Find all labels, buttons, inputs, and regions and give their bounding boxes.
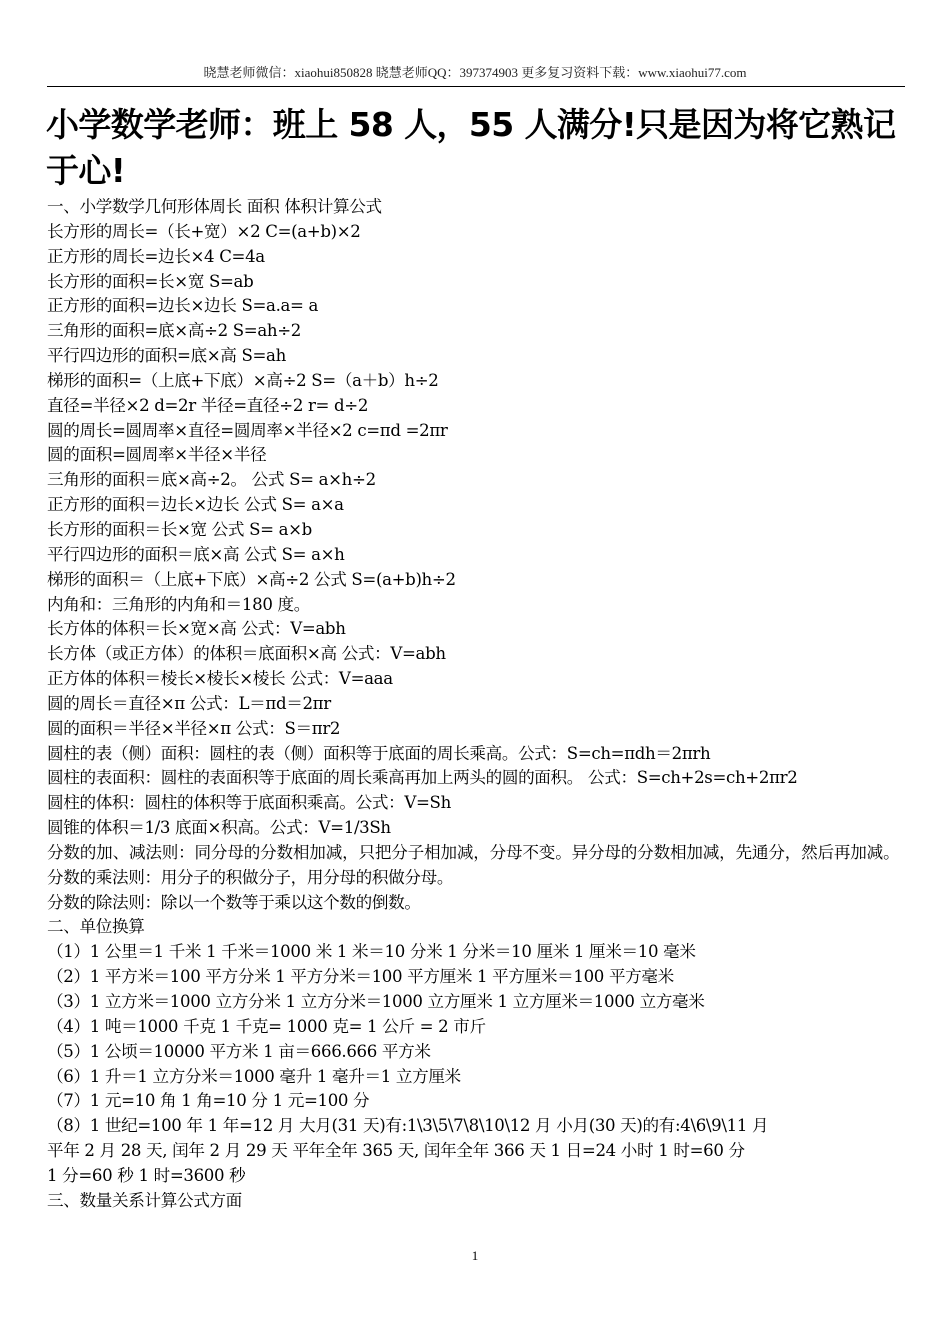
text-line: 圆柱的表（侧）面积：圆柱的表（侧）面积等于底面的周长乘高。公式：S=ch=πdh＝2πrh [47, 743, 711, 763]
text-line: （3）1 立方米＝1000 立方分米 1 立方分米＝1000 立方厘米 1 立方厘米＝1000 立方毫米 [47, 992, 705, 1011]
text-line: 正方形的面积＝边长×边长 公式 S= a×a [47, 495, 344, 515]
text-line: 圆柱的体积：圆柱的体积等于底面积乘高。公式：V=Sh [47, 793, 451, 813]
text-line: 长方形的面积＝长×宽 公式 S= a×b [47, 519, 312, 539]
text-line: （1）1 公里＝1 千米 1 千米＝1000 米 1 米＝10 分米 1 分米＝10 厘米 1 厘米＝10 毫米 [47, 942, 696, 962]
text-line: 1 分=60 秒 1 时=3600 秒 [47, 1165, 246, 1185]
text-line: 三、数量关系计算公式方面 [47, 1190, 242, 1210]
text-line: 圆的面积=圆周率×半径×半径 [47, 445, 267, 465]
text-line: 一、小学数学几何形体周长 面积 体积计算公式 [47, 197, 382, 216]
text-line: 三角形的面积=底×高÷2 S=ah÷2 [47, 321, 301, 341]
text-line: （8）1 世纪=100 年 1 年=12 月 大月(31 天)有:1\3\5\7\8\10\12 月 小月(30 天)的有:4\6\9\11 月 [47, 1116, 769, 1136]
text-line: 圆柱的表面积：圆柱的表面积等于底面的周长乘高再加上两头的圆的面积。 公式：S=ch+2s=ch+2πr2 [47, 768, 798, 788]
text-line: 平年 2 月 28 天, 闰年 2 月 29 天 平年全年 365 天, 闰年全年 366 天 1 日=24 小时 1 时=60 分 [47, 1141, 745, 1161]
text-line: 三角形的面积＝底×高÷2。 公式 S= a×h÷2 [47, 470, 376, 490]
unit-conversion-list [47, 866, 909, 1214]
text-line: 圆的周长＝直径×π 公式：L＝πd＝2πr [47, 693, 331, 713]
page-header: 晓慧老师微信：xiaohui850828 晓慧老师QQ：397374903 更多复习资料下载：www.xiaohui77.com [203, 65, 747, 80]
text-line: （7）1 元=10 角 1 角=10 分 1 元=100 分 [47, 1091, 370, 1111]
text-line: 长方形的面积=长×宽 S=ab [47, 271, 254, 291]
text-line: 内角和：三角形的内角和＝180 度。 [47, 594, 310, 614]
text-line: （2）1 平方米＝100 平方分米 1 平方分米＝100 平方厘米 1 平方厘米＝100 平方毫米 [47, 967, 674, 987]
text-line: 梯形的面积=（上底+下底）×高÷2 S=（a＋b）h÷2 [47, 370, 439, 390]
formula-list [47, 195, 909, 841]
text-line: 长方形的周长=（长+宽）×2 C=(a+b)×2 [47, 221, 361, 241]
text-line: 平行四边形的面积＝底×高 公式 S= a×h [47, 544, 345, 564]
text-line: 平行四边形的面积=底×高 S=ah [47, 346, 286, 366]
text-line: （5）1 公顷＝10000 平方米 1 亩＝666.666 平方米 [47, 1041, 431, 1061]
text-line: 正方体的体积＝棱长×棱长×棱长 公式：V=aaa [47, 669, 393, 689]
text-line: 二、单位换算 [47, 917, 145, 937]
text-line: 长方体的体积＝长×宽×高 公式：V=abh [47, 619, 346, 639]
document-title: 小学数学老师：班上 58 人，55 人满分!只是因为将它熟记于心! [46, 105, 896, 190]
text-line: 圆的面积＝半径×半径×π 公式：S＝πr2 [47, 718, 341, 738]
text-line: （4）1 吨＝1000 千克 1 千克= 1000 克= 1 公斤 = 2 市斤 [47, 1016, 486, 1036]
text-line: 正方形的周长=边长×4 C=4a [47, 246, 265, 266]
text-line: 圆锥的体积＝1/3 底面×积高。公式：V=1/3Sh [47, 818, 391, 838]
text-line: 长方体（或正方体）的体积＝底面积×高 公式：V=abh [47, 644, 446, 664]
text-line: 分数的乘法则：用分子的积做分子，用分母的积做分母。 [47, 867, 454, 887]
text-line: （6）1 升＝1 立方分米＝1000 毫升 1 毫升＝1 立方厘米 [47, 1066, 461, 1086]
text-line: 分数的除法则：除以一个数等于乘以这个数的倒数。 [47, 892, 421, 912]
text-line: 圆的周长=圆周率×直径=圆周率×半径×2 c=πd =2πr [47, 420, 448, 440]
header-divider [47, 86, 905, 87]
fraction-add-subtract-rule: 分数的加、减法则：同分母的分数相加减，只把分子相加减，分母不变。异分母的分数相加减，先通分，然后再加减。 [47, 842, 900, 862]
text-line: 梯形的面积＝（上底+下底）×高÷2 公式 S=(a+b)h÷2 [47, 569, 456, 589]
page-number: 1 [471, 1248, 479, 1263]
text-line: 正方形的面积=边长×边长 S=a.a= a [47, 296, 319, 316]
document-body [47, 195, 909, 1214]
text-line: 直径=半径×2 d=2r 半径=直径÷2 r= d÷2 [47, 395, 369, 415]
